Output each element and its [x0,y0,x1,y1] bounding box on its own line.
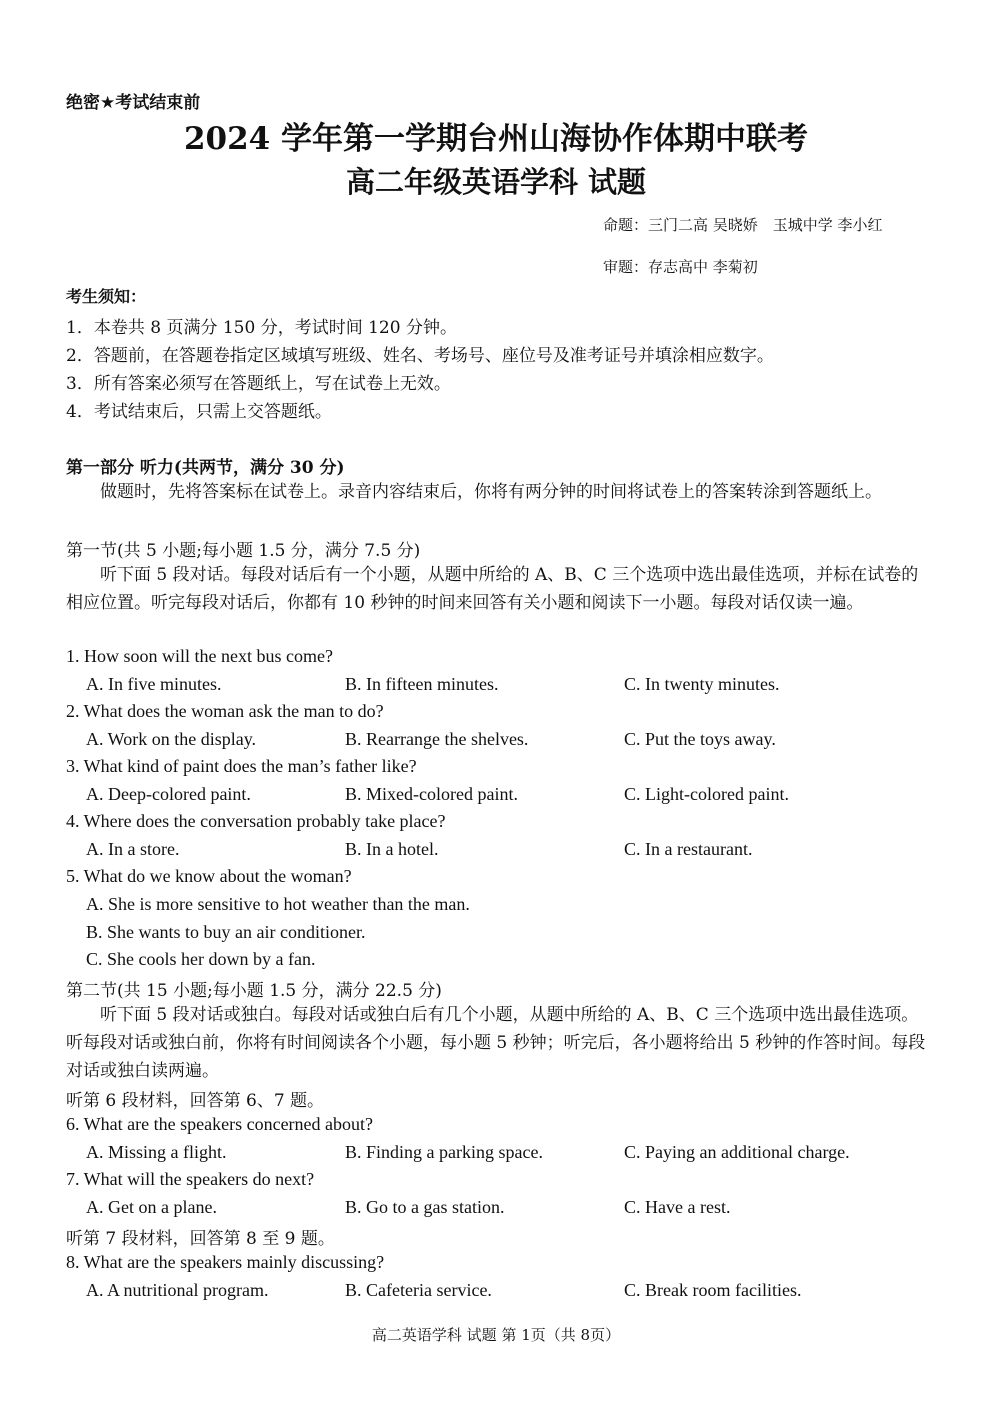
option-c: C. Light-colored paint. [624,784,789,804]
option-a: A. In a store. [86,839,180,859]
exam-subtitle: 高二年级英语学科 试题 [345,165,647,199]
notice-item: 4．考试结束后，只需上交答题纸。 [66,402,332,422]
material-6-note: 听第 6 段材料，回答第 6、7 题。 [66,1091,325,1111]
part1-intro: 做题时，先将答案标在试卷上。录音内容结束后，你将有两分钟的时间将试卷上的答案转涂到答题纸上。 [100,482,882,502]
section1-heading: 第一节(共 5 小题;每小题 1.5 分，满分 7.5 分) [66,541,421,561]
question-stem: 2. What does the woman ask the man to do? [66,701,384,721]
section2-instructions: 听下面 5 段对话或独白。每段对话或独白后有几个小题，从题中所给的 A、B、C 三个选项中选出最佳选项。听每段对话或独白前，你将有时间阅读各个小题，每小题 5 秒钟；听完后，各小题将给出 5 秒钟的作答时间。每段对话或独白读两遍。 [66,1005,926,1081]
option-b: B. Mixed-colored paint. [345,784,518,804]
notice-item: 1．本卷共 8 页满分 150 分，考试时间 120 分钟。 [66,318,457,338]
option-b: B. Go to a gas station. [345,1197,505,1217]
question-stem: 3. What kind of paint does the man’s father like? [66,756,417,776]
option-a: A. A nutritional program. [86,1280,269,1300]
authors-line: 命题：三门二高 吴晓娇 玉城中学 李小红 [603,216,883,234]
question-stem: 8. What are the speakers mainly discussing? [66,1252,385,1272]
option-a: A. Work on the display. [86,729,257,749]
option-c: C. Paying an additional charge. [624,1142,850,1162]
section1-instructions: 听下面 5 段对话。每段对话后有一个小题，从题中所给的 A、B、C 三个选项中选出最佳选项，并标在试卷的相应位置。听完每段对话后，你都有 10 秒钟的时间来回答有关小题和阅读下一小题。每段对话仅读一遍。 [66,565,919,613]
option-c: C. Break room facilities. [624,1280,802,1300]
question-stem: 6. What are the speakers concerned about? [66,1114,374,1134]
question-stem: 7. What will the speakers do next? [66,1169,315,1189]
option-a: A. Missing a flight. [86,1142,227,1162]
reviewers-line: 审题：存志高中 李菊初 [603,258,758,276]
option-b: B. Rearrange the shelves. [345,729,529,749]
question-stem: 1. How soon will the next bus come? [66,646,333,666]
page-footer: 高二英语学科 试题 第 1页（共 8页） [371,1326,621,1344]
option-c: C. In twenty minutes. [624,674,780,694]
confidential-label: 绝密★考试结束前 [66,93,201,113]
question-stem: 4. Where does the conversation probably take place? [66,811,446,831]
notice-item: 2．答题前，在答题卷指定区域填写班级、姓名、考场号、座位号及准考证号并填涂相应数字。 [66,346,774,366]
material-7-note: 听第 7 段材料，回答第 8 至 9 题。 [66,1229,335,1249]
option-a: A. She is more sensitive to hot weather than the man. [86,894,470,914]
option-c: C. She cools her down by a fan. [86,949,316,969]
option-c: C. Have a rest. [624,1197,731,1217]
option-a: A. Get on a plane. [86,1197,217,1217]
question-stem: 5. What do we know about the woman? [66,866,352,886]
section2-heading: 第二节(共 15 小题;每小题 1.5 分，满分 22.5 分) [66,981,442,1001]
notice-heading: 考生须知： [66,287,147,306]
exam-title: 2024 学年第一学期台州山海协作体期中联考 [183,121,809,157]
option-c: C. Put the toys away. [624,729,776,749]
option-b: B. She wants to buy an air conditioner. [86,922,366,942]
option-a: A. Deep-colored paint. [86,784,251,804]
notice-item: 3．所有答案必须写在答题纸上，写在试卷上无效。 [66,374,451,394]
part1-heading: 第一部分 听力(共两节，满分 30 分) [66,458,345,478]
option-b: B. In fifteen minutes. [345,674,499,694]
option-a: A. In five minutes. [86,674,222,694]
option-b: B. Cafeteria service. [345,1280,492,1300]
option-b: B. Finding a parking space. [345,1142,543,1162]
option-b: B. In a hotel. [345,839,439,859]
option-c: C. In a restaurant. [624,839,753,859]
